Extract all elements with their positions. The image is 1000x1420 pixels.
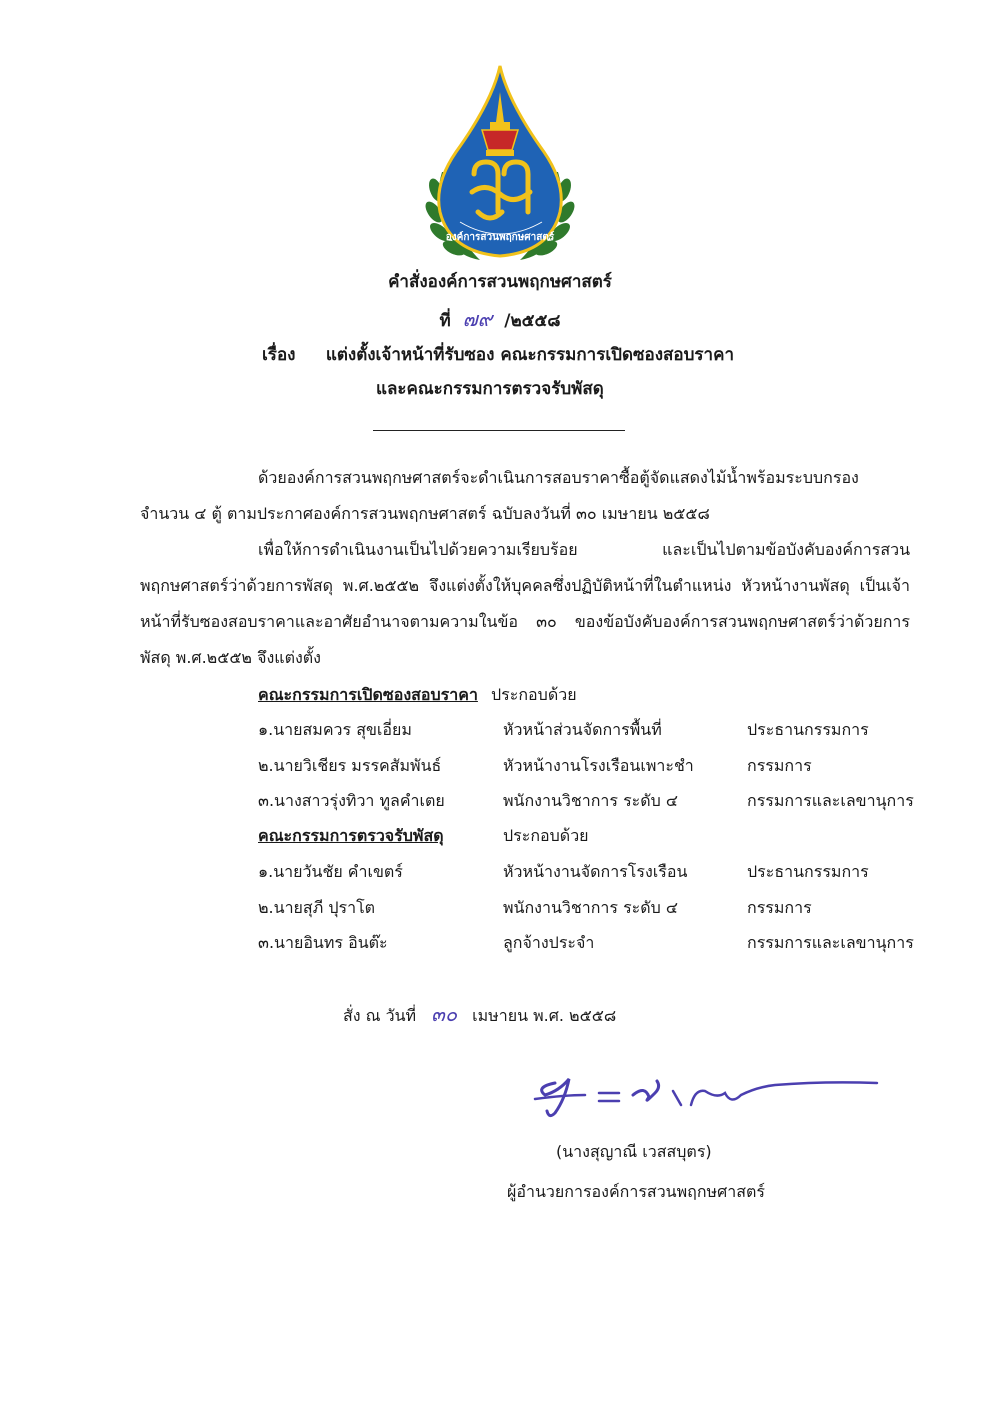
member-name: ๑.นายสมควร สุขเอี่ยม	[258, 720, 412, 739]
committee-1-suffix: ประกอบด้วย	[491, 685, 577, 704]
member-position: หัวหน้าส่วนจัดการพื้นที่	[503, 720, 662, 739]
member-name: ๓.นางสาวรุ่งทิวา ทูลคำเตย	[258, 791, 445, 810]
subject-label: เรื่อง	[262, 345, 296, 365]
committee-1-title: คณะกรรมการเปิดซองสอบราคา	[258, 685, 478, 704]
member-role: ประธานกรรมการ	[747, 862, 869, 881]
signer-name: (นางสุญาณี เวสสบุตร)	[556, 1142, 712, 1161]
order-number-year: /๒๕๕๘	[504, 311, 561, 331]
member-name: ๑.นายวันชัย คำเขตร์	[258, 862, 403, 881]
subject-line-2: และคณะกรรมการตรวจรับพัสดุ	[376, 379, 604, 399]
botanical-garden-logo	[420, 62, 580, 267]
order-date	[343, 998, 616, 1030]
member-name: ๒.นายสุภี ปุราโต	[258, 898, 376, 917]
member-position: พนักงานวิชาการ ระดับ ๔	[503, 898, 679, 917]
signer-position: ผู้อำนวยการองค์การสวนพฤกษศาสตร์	[507, 1182, 765, 1201]
order-date-prefix: สั่ง ณ วันที่	[343, 1006, 417, 1025]
member-position: หัวหน้างานโรงเรือนเพาะชำ	[503, 756, 694, 775]
committee-2-heading: คณะกรรมการตรวจรับพัสดุ	[258, 826, 444, 845]
member-name: ๒.นายวิเชียร มรรคสัมพันธ์	[258, 756, 442, 775]
member-role: ประธานกรรมการ	[747, 720, 869, 739]
member-role: กรรมการและเลขานุการ	[747, 933, 914, 952]
member-role: กรรมการ	[747, 756, 812, 775]
logo-text: องค์การสวนพฤกษศาสตร์	[445, 232, 555, 243]
header-divider	[373, 430, 625, 431]
order-title: คำสั่งองค์การสวนพฤกษศาสตร์	[388, 272, 612, 292]
subject-text: แต่งตั้งเจ้าหน้าที่รับซอง คณะกรรมการเปิดซองสอบราคา	[325, 345, 735, 365]
committee-2-suffix: ประกอบด้วย	[503, 826, 589, 845]
order-number-handwritten: ๗๙	[462, 307, 493, 331]
member-position: หัวหน้างานจัดการโรงเรือน	[503, 862, 688, 881]
committee-1-heading	[258, 683, 577, 708]
member-name: ๓.นายอินทร อินต๊ะ	[258, 933, 388, 952]
committee-2-title	[258, 824, 444, 849]
order-date-day-handwritten: ๓๐	[431, 1002, 458, 1026]
paragraph-2: เพื่อให้การดำเนินงานเป็นไปด้วยความเรียบร้อย และเป็นไปตามข้อบังคับองค์การสวนพฤกษศาสตร์ว่าด้วยการพัสดุ พ.ศ.๒๕๕๒ จึงแต่งตั้งให้บุคคลซึ่งปฏิบัติหน้าที่ในตำแหน่ง หัวหน้างานพัสดุ เป็นเจ้าหน้าที่รับซองสอบราคาและอาศัยอำนาจตามความในข้อ ๓๐ ของข้อบังคับองค์การสวนพฤกษศาสตร์ว่าด้วยการพัสดุ พ.ศ.๒๕๕๒ จึงแต่งตั้ง	[140, 540, 910, 667]
order-date-suffix: เมษายน พ.ศ. ๒๕๕๘	[472, 1006, 617, 1025]
paragraph-1: ด้วยองค์การสวนพฤกษศาสตร์จะดำเนินการสอบราคาซื้อตู้จัดแสดงไม้น้ำพร้อมระบบกรอง จำนวน ๔ ตู้ ตามประกาศองค์การสวนพฤกษศาสตร์ ฉบับลงวันที่ ๓๐ เมษายน ๒๕๕๘	[140, 468, 859, 523]
handwritten-signature	[525, 1065, 885, 1125]
member-position: พนักงานวิชาการ ระดับ ๔	[503, 791, 679, 810]
order-number-prefix: ที่	[439, 311, 451, 331]
subject-line	[262, 341, 734, 368]
member-role: กรรมการและเลขานุการ	[747, 791, 914, 810]
member-role: กรรมการ	[747, 898, 812, 917]
member-position: ลูกจ้างประจำ	[503, 933, 595, 952]
order-number	[0, 303, 1000, 335]
